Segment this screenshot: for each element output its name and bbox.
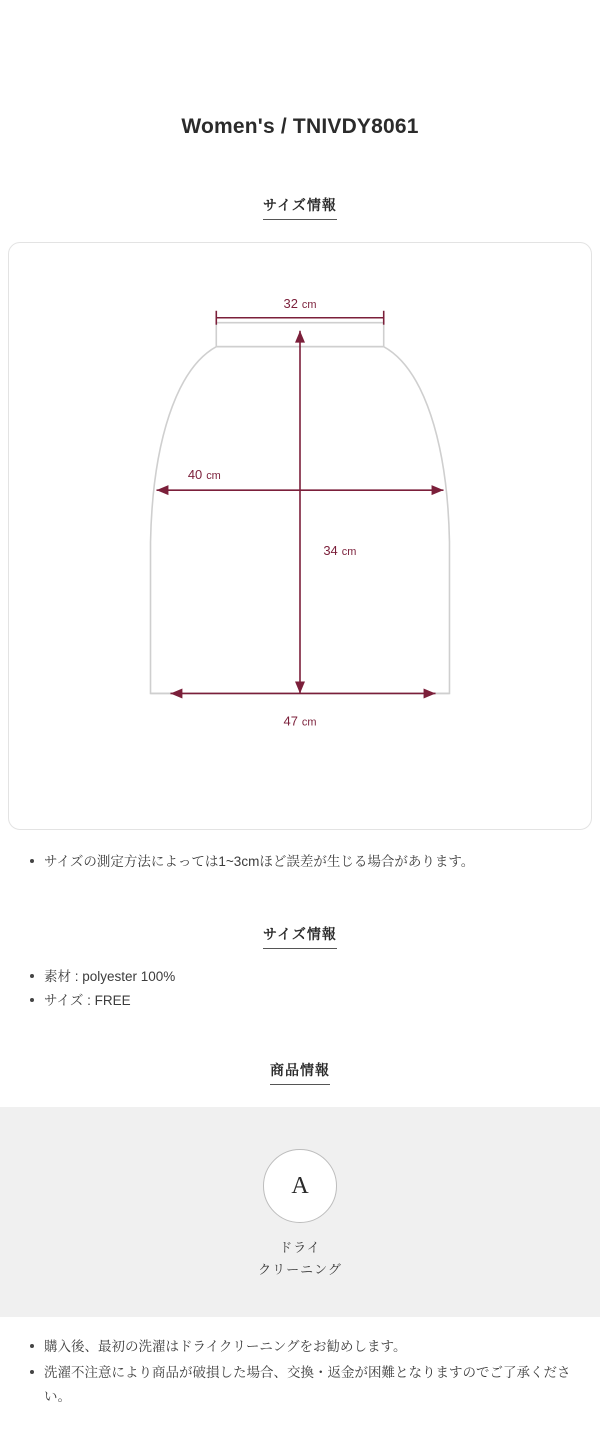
care-instruction-panel bbox=[0, 1107, 600, 1317]
page-title: Women's / TNIVDY8061 bbox=[181, 115, 419, 139]
list-item: 洗濯不注意により商品が破損した場合、交換・返金が困難となりますのでご了承ください。 bbox=[30, 1361, 576, 1408]
product-size-page bbox=[0, 14, 600, 1450]
measurement-label-length: 34 cm bbox=[323, 543, 357, 559]
section-heading-product bbox=[0, 1060, 600, 1085]
list-item: サイズ : FREE bbox=[30, 989, 576, 1013]
size-diagram bbox=[9, 243, 591, 829]
measurement-label-shoulder: 32 cm bbox=[283, 296, 317, 312]
dry-clean-icon bbox=[263, 1149, 337, 1223]
care-label bbox=[0, 1237, 600, 1281]
list-item: 素材 : polyester 100% bbox=[30, 965, 576, 989]
size-note-list bbox=[0, 850, 600, 874]
list-item: 購入後、最初の洗濯はドライクリーニングをお勧めします。 bbox=[30, 1335, 576, 1359]
section-heading-spec bbox=[0, 924, 600, 949]
section-heading-size-info-label: サイズ情報 bbox=[263, 195, 337, 220]
care-label-line1: ドライ bbox=[279, 1240, 321, 1256]
section-heading-product-label: 商品情報 bbox=[270, 1060, 330, 1085]
size-diagram-container bbox=[8, 242, 592, 830]
measurement-label-chest: 40 cm bbox=[187, 467, 221, 483]
care-label-line2: クリーニング bbox=[258, 1262, 342, 1278]
list-item: サイズの測定方法によっては1~3cmほど誤差が生じる場合があります。 bbox=[30, 850, 576, 874]
care-note-list bbox=[0, 1335, 600, 1450]
section-heading-size-info bbox=[0, 195, 600, 220]
spec-list bbox=[0, 965, 600, 1012]
dry-clean-symbol: A bbox=[291, 1172, 309, 1199]
measurement-label-hem: 47 cm bbox=[283, 713, 317, 729]
section-heading-spec-label: サイズ情報 bbox=[263, 924, 337, 949]
